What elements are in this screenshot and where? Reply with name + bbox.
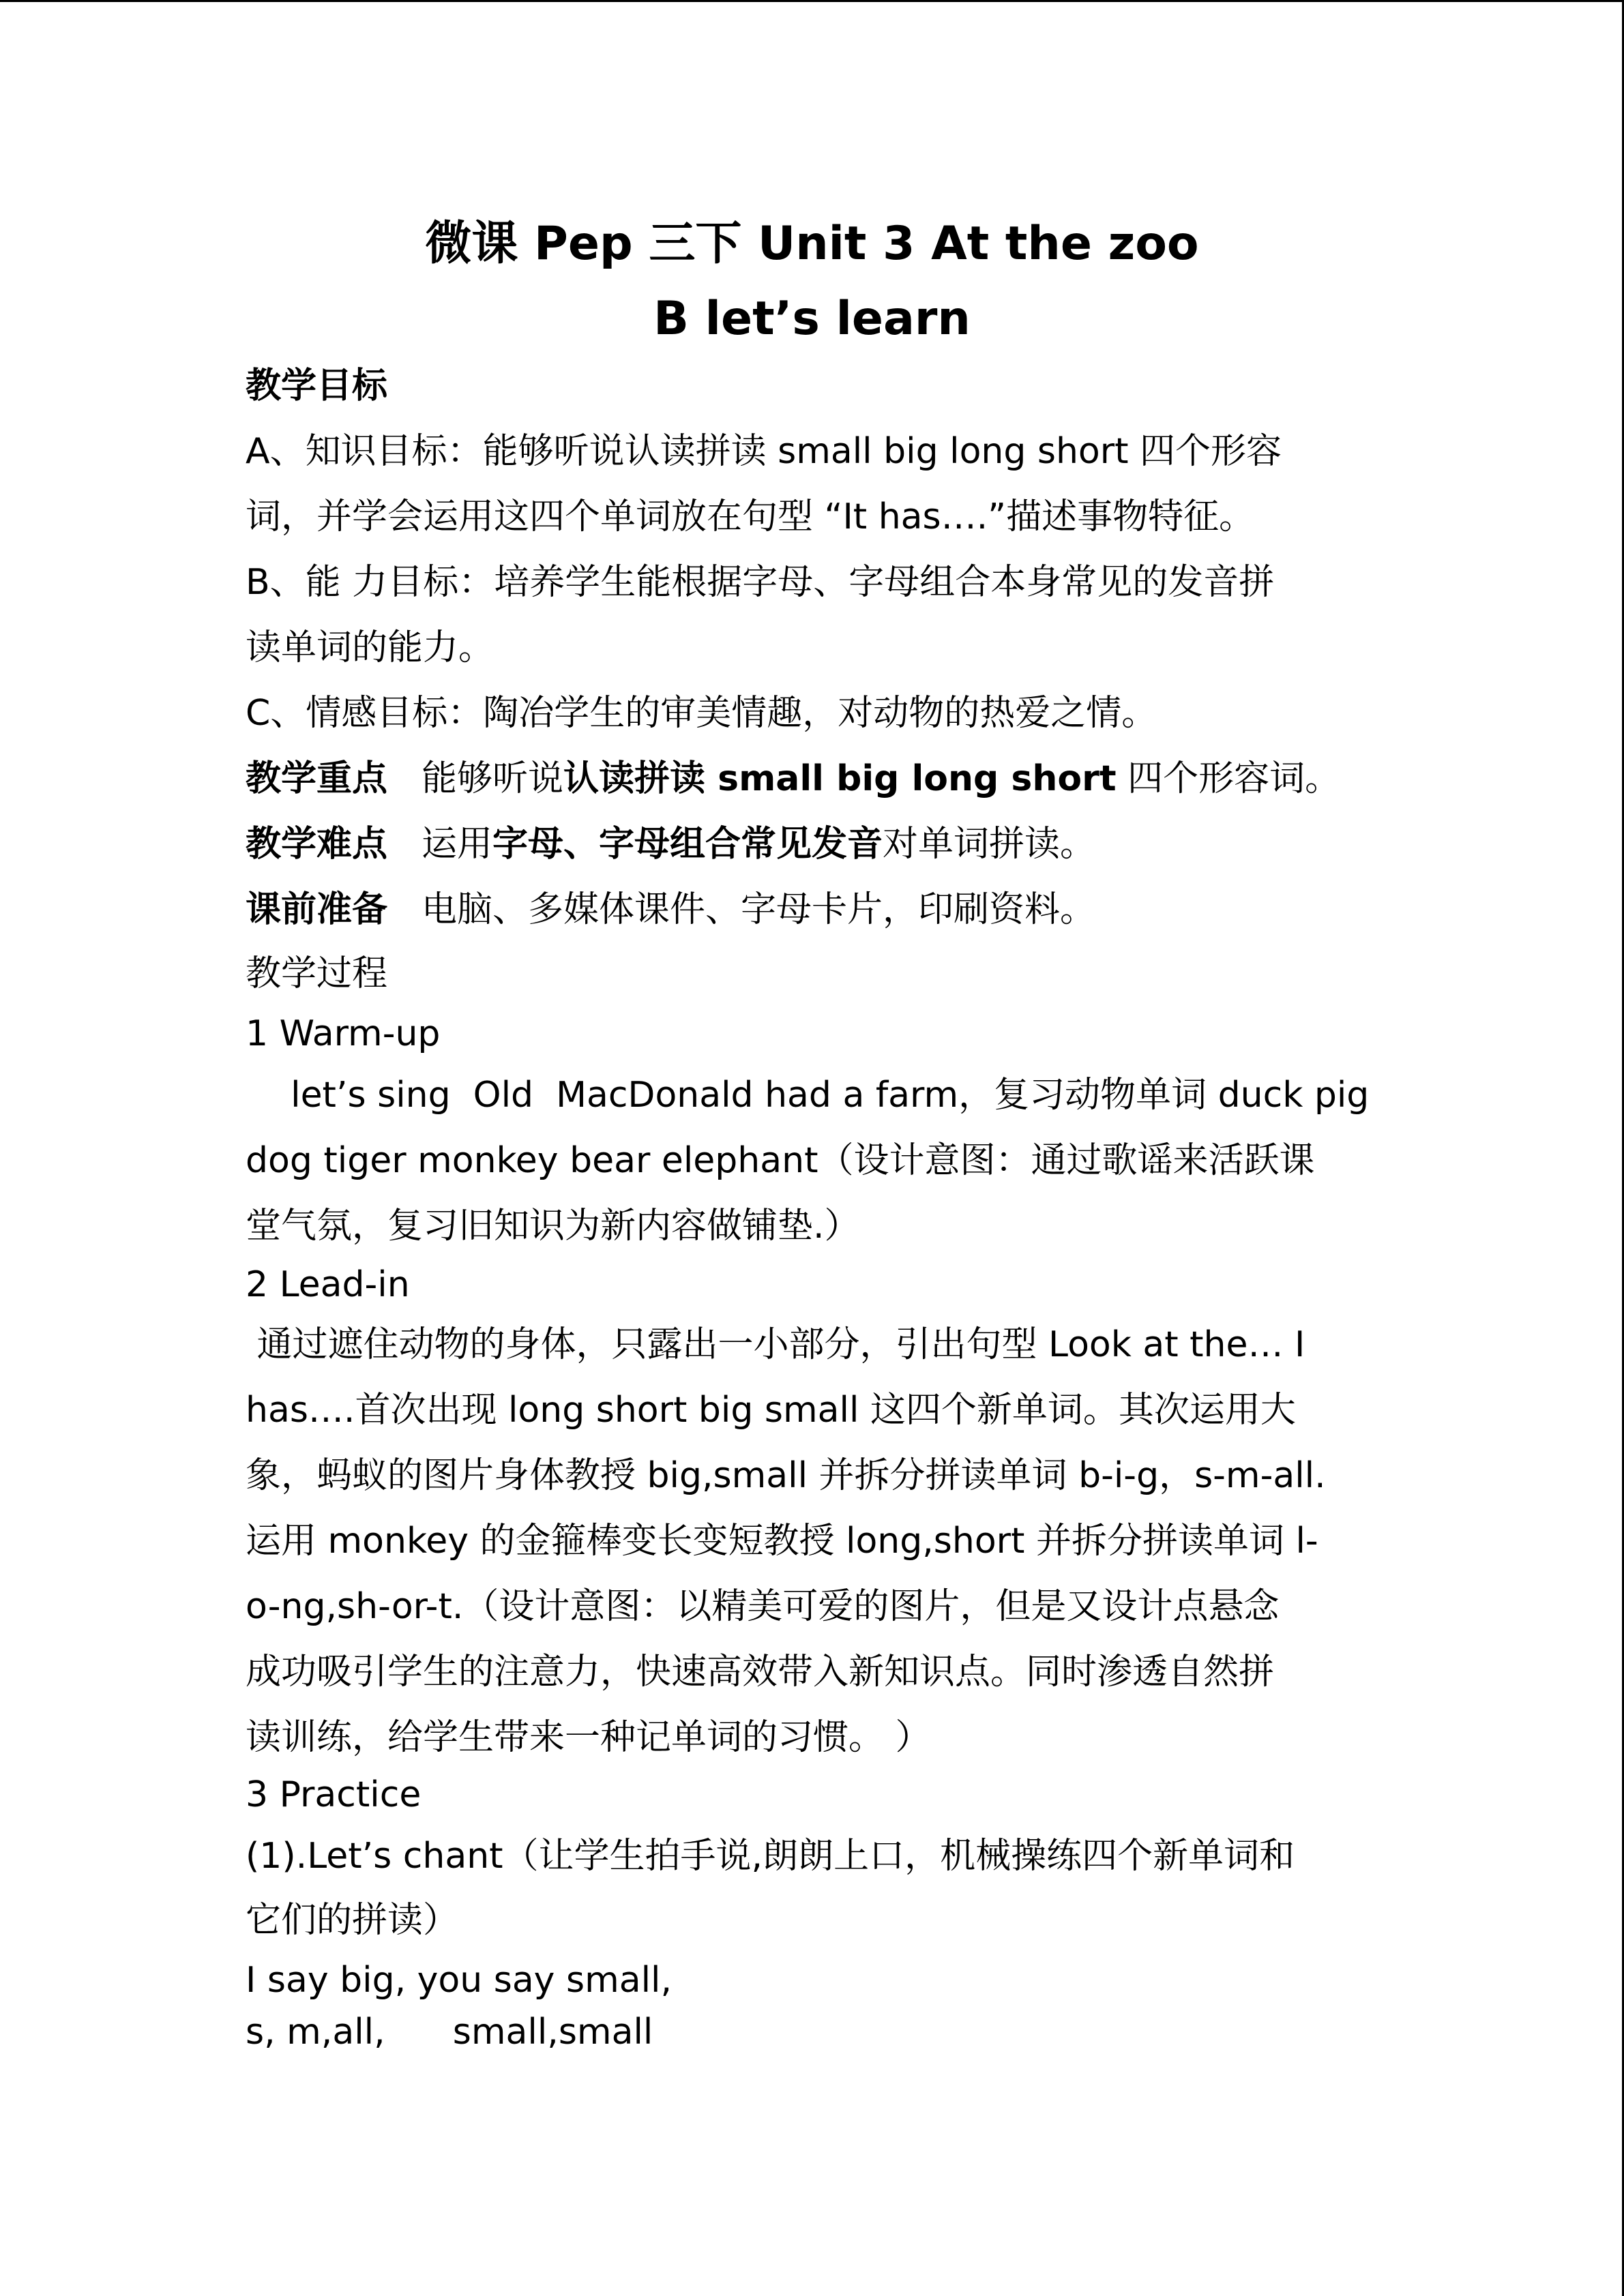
goal-c: C、情感目标：陶冶学生的审美情趣，对动物的热爱之情。 xyxy=(246,693,1157,734)
page-top-border xyxy=(0,0,1624,2)
goals-heading: 教学目标 xyxy=(246,366,388,406)
step-2-line-6: 成功吸引学生的注意力，快速高效带入新知识点。同时渗透自然拼 xyxy=(246,1652,1275,1693)
key-point-label: 教学重点 xyxy=(246,758,388,799)
preparation-label: 课前准备 xyxy=(246,889,388,930)
goal-b-line-2: 读单词的能力。 xyxy=(246,627,494,668)
step-2-line-5: o-ng,sh-or-t.（设计意图：以精美可爱的图片，但是又设计点悬念 xyxy=(246,1586,1280,1627)
key-point-text-2: 四个形容词。 xyxy=(1116,758,1341,799)
step-2-line-3: 象，蚂蚁的图片身体教授 big,small 并拆分拼读单词 b-i-g，s-m-all. xyxy=(246,1455,1326,1496)
step-1-line-3: 堂气氛，复习旧知识为新内容做铺垫.） xyxy=(246,1206,860,1247)
process-heading: 教学过程 xyxy=(246,953,388,994)
goal-a-line-1: A、知识目标：能够听说认读拼读 small big long short 四个形容 xyxy=(246,431,1282,472)
step-1-line-1: let’s sing Old MacDonald had a farm，复习动物单词 duck pig xyxy=(246,1075,1370,1116)
doc-title-line-2: B let’s learn xyxy=(653,292,971,346)
goal-a-line-2: 词，并学会运用这四个单词放在句型 “It has….”描述事物特征。 xyxy=(246,496,1255,537)
key-point-text-1: 能够听说 xyxy=(422,758,564,799)
preparation-row xyxy=(246,882,1391,937)
difficulty-text-1: 运用 xyxy=(422,824,493,865)
step-2-line-1: 通过遮住动物的身体，只露出一小部分，引出句型 Look at the… I xyxy=(246,1324,1305,1365)
step-2-line-2: has….首次出现 long short big small 这四个新单词。其次运用大 xyxy=(246,1390,1296,1431)
key-point-row xyxy=(246,751,1391,806)
chant-line-1: I say big, you say small, xyxy=(246,1960,673,2001)
preparation-text: 电脑、多媒体课件、字母卡片，印刷资料。 xyxy=(422,889,1096,930)
chant-line-2: s, m,all, small,small xyxy=(246,2012,653,2053)
difficulty-row xyxy=(246,817,1391,871)
step-3-heading: 3 Practice xyxy=(246,1774,422,1815)
step-1-line-2: dog tiger monkey bear elephant（设计意图：通过歌谣来活跃课 xyxy=(246,1140,1315,1181)
doc-title-line-1: 微课 Pep 三下 Unit 3 At the zoo xyxy=(425,217,1199,271)
step-3-line-1: (1).Let’s chant（让学生拍手说,朗朗上口，机械操练四个新单词和 xyxy=(246,1836,1295,1877)
goal-b-line-1: B、能 力目标：培养学生能根据字母、字母组合本身常见的发音拼 xyxy=(246,562,1275,603)
step-2-line-4: 运用 monkey 的金箍棒变长变短教授 long,short 并拆分拼读单词 l- xyxy=(246,1521,1318,1562)
step-2-heading: 2 Lead-in xyxy=(246,1264,410,1305)
difficulty-label: 教学难点 xyxy=(246,824,388,865)
key-point-text-bold: 认读拼读 small big long short xyxy=(563,758,1117,799)
step-3-line-2: 它们的拼读） xyxy=(246,1900,459,1941)
difficulty-text-bold: 字母、字母组合常见发音 xyxy=(492,824,883,865)
difficulty-text-2: 对单词拼读。 xyxy=(883,824,1096,865)
step-1-heading: 1 Warm-up xyxy=(246,1013,441,1054)
step-2-line-7: 读训练，给学生带来一种记单词的习惯。 ） xyxy=(246,1717,931,1758)
